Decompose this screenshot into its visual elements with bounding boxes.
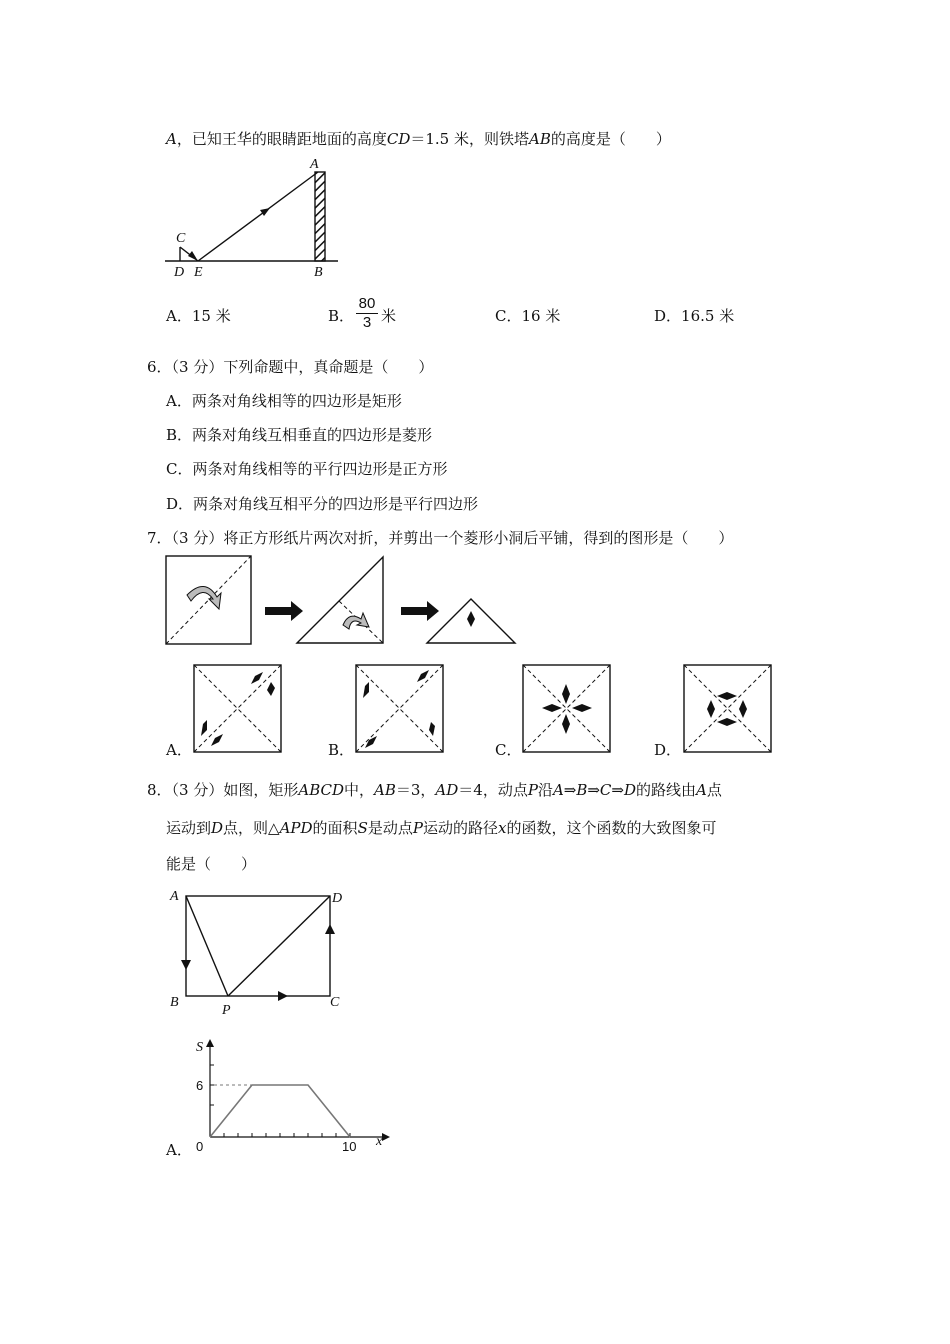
q7-option-b-figure[interactable] — [355, 664, 445, 754]
q7-fold-sequence-figure — [165, 555, 525, 647]
graph-x-axis-label: x — [376, 1134, 383, 1149]
q7-stem: 7．（3 分）将正方形纸片两次对折，并剪出一个菱形小洞后平铺，得到的图形是（ ） — [147, 529, 734, 547]
q7-option-c-figure[interactable] — [522, 664, 612, 754]
q8-stem-line-2: 运动到D点，则△APD的面积S是动点P运动的路径x的函数，这个函数的大致图象可 — [166, 819, 717, 837]
label-e: E — [194, 265, 203, 280]
rect-label-c: C — [330, 995, 340, 1010]
rect-label-b: B — [170, 995, 179, 1010]
q6-option-a[interactable]: A．两条对角线相等的四边形是矩形 — [166, 392, 402, 410]
q6-option-d[interactable]: D．两条对角线互相平分的四边形是平行四边形 — [166, 495, 479, 513]
q7-option-b-label[interactable]: B． — [328, 741, 355, 759]
label-c: C — [176, 231, 186, 246]
rect-label-d: D — [332, 891, 343, 906]
q5-option-b[interactable]: B． — [328, 307, 355, 325]
q5-option-c[interactable]: C．16 米 — [495, 307, 561, 325]
q8-stem-line-3: 能是（ ） — [166, 855, 257, 873]
q6-option-b[interactable]: B．两条对角线互相垂直的四边形是菱形 — [166, 426, 433, 444]
q5-option-b-unit: 米 — [381, 307, 397, 325]
rect-label-a: A — [170, 889, 179, 904]
q7-option-a-figure[interactable] — [193, 664, 283, 754]
label-b: B — [314, 265, 323, 280]
q5-stem-line: A，已知王华的眼睛距地面的高度CD＝1.5 米，则铁塔AB的高度是（ ） — [166, 130, 671, 148]
graph-y-axis-label: S — [196, 1040, 203, 1055]
q8-stem-line-1: 8．（3 分）如图，矩形ABCD中，AB＝3，AD＝4，动点P沿A⇒B⇒C⇒D的路线由A点 — [147, 781, 722, 799]
q6-option-c[interactable]: C．两条对角线相等的平行四边形是正方形 — [166, 460, 448, 478]
label-a: A — [310, 157, 319, 172]
graph-y-tick: 6 — [196, 1078, 204, 1093]
q7-option-d-figure[interactable] — [683, 664, 773, 754]
graph-origin: 0 — [196, 1139, 204, 1154]
q6-stem: 6．（3 分）下列命题中，真命题是（ ） — [147, 358, 434, 376]
q7-option-a-label[interactable]: A． — [166, 741, 192, 759]
label-d: D — [174, 265, 185, 280]
q8-rectangle-figure — [162, 882, 352, 1017]
q5-option-b-fraction: 80 3 — [356, 296, 378, 331]
q8-option-a-label[interactable]: A． — [166, 1141, 192, 1159]
q7-option-d-label[interactable]: D． — [654, 741, 682, 759]
graph-x-tick: 10 — [342, 1139, 357, 1154]
q5-tower-figure — [160, 150, 350, 280]
q5-option-d[interactable]: D．16.5 米 — [654, 307, 735, 325]
q8-option-a-graph[interactable] — [192, 1035, 392, 1155]
rect-label-p: P — [222, 1003, 231, 1018]
q5-option-a[interactable]: A．15 米 — [166, 307, 231, 325]
q7-option-c-label[interactable]: C． — [495, 741, 522, 759]
